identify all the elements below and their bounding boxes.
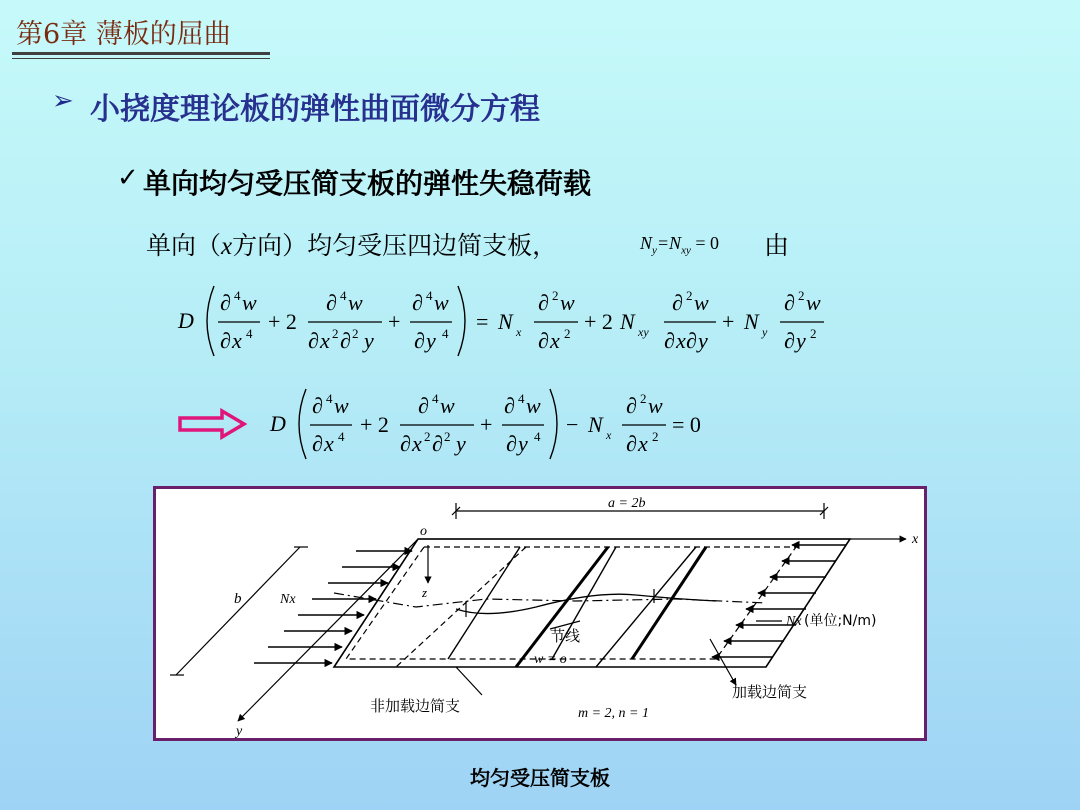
b-dimension-label: b [234,591,242,607]
svg-text:w: w [560,290,575,315]
svg-text:N: N [744,309,759,334]
svg-text:w: w [434,290,449,315]
svg-text:∂: ∂ [312,393,323,418]
implies-arrow-icon [178,408,248,444]
body-sentence [146,226,557,262]
y-axis-label: y [236,724,243,738]
right-load-arrows [712,545,846,657]
svg-text:4: 4 [246,326,253,341]
plate-buckling-figure [153,486,927,741]
svg-text:x: x [232,328,242,353]
svg-text:4: 4 [432,391,439,406]
svg-text:∂: ∂ [312,431,323,456]
svg-text:x: x [606,428,612,442]
plate-equation-uniaxial [262,385,722,471]
svg-text:x: x [516,325,522,339]
svg-text:4: 4 [338,429,345,444]
x-axis-label: x [912,532,919,547]
svg-text:N: N [498,309,513,334]
figure-caption: 均匀受压简支板 [470,766,610,790]
mode-label: m = 2, n = 1 [578,706,650,721]
svg-text:D: D [270,411,286,436]
svg-text:w: w [440,393,455,418]
svg-text:N: N [588,412,603,437]
y-axis [238,539,418,721]
svg-text:w: w [526,393,541,418]
svg-text:2: 2 [810,326,817,341]
svg-text:2: 2 [332,326,339,341]
svg-text:xy: xy [638,325,649,339]
svg-text:∂: ∂ [340,328,351,353]
origin-label: o [420,524,427,539]
svg-text:y: y [796,328,806,353]
arrow-bullet-icon: ➢ [52,86,74,116]
svg-text:2: 2 [652,429,659,444]
svg-text:w: w [242,290,257,315]
svg-text:∂: ∂ [220,290,231,315]
chapter-title: 第6章 薄板的屈曲 [16,19,231,50]
svg-text:−: − [566,412,579,437]
buckled-wave [456,594,716,613]
svg-text:x: x [638,431,648,456]
svg-text:x: x [550,328,560,353]
header-rule [12,52,270,55]
svg-text:∂: ∂ [626,431,637,456]
svg-text:4: 4 [326,391,333,406]
svg-text:x: x [320,328,330,353]
svg-text:∂: ∂ [686,328,697,353]
svg-text:x: x [412,431,422,456]
svg-text:∂: ∂ [626,393,637,418]
dim-a-label: a = 2b [608,496,646,511]
svg-text:y: y [364,328,374,353]
load-unit-label: (单位;N/m) [804,613,877,629]
load-label-left: Nx [280,592,296,607]
svg-text:4: 4 [234,288,241,303]
svg-text:y: y [426,328,436,353]
dimension-line-b [176,547,300,675]
svg-text:2: 2 [552,288,559,303]
svg-text:=: = [476,309,489,334]
svg-text:+: + [388,309,401,334]
svg-text:y: y [518,431,528,456]
left-load-arrows [254,551,412,663]
svg-text:∂: ∂ [412,290,423,315]
svg-text:x: x [324,431,334,456]
svg-text:∂: ∂ [784,290,795,315]
svg-text:4: 4 [518,391,525,406]
loaded-edge-label: 加载边简支 [732,683,808,701]
svg-text:∂: ∂ [538,290,549,315]
svg-text:2: 2 [424,429,431,444]
body-prefix: 单向（ [146,231,222,260]
z-axis-label: z [422,585,428,600]
svg-text:∂: ∂ [414,328,425,353]
svg-text:∂: ∂ [672,290,683,315]
svg-text:+: + [480,412,493,437]
svg-text:+ 2: + 2 [584,309,613,334]
svg-text:+ 2: + 2 [268,309,297,334]
checkmark-icon: ✓ [117,163,139,193]
svg-text:w: w [334,393,349,418]
svg-text:y: y [762,325,768,339]
svg-text:4: 4 [442,326,449,341]
svg-text:w: w [348,290,363,315]
body-suffix: 方向）均匀受压四边简支板， [232,231,558,260]
svg-text:∂: ∂ [418,393,429,418]
svg-text:∂: ∂ [664,328,675,353]
svg-text:∂: ∂ [326,290,337,315]
body-tail: 由 [764,231,790,260]
svg-text:∂: ∂ [400,431,411,456]
svg-text:∂: ∂ [506,431,517,456]
unloaded-edge-label: 非加载边简支 [370,697,461,715]
svg-text:y: y [456,431,466,456]
svg-text:2: 2 [798,288,805,303]
subsection-heading: 单向均匀受压简支板的弹性失稳荷载 [143,167,592,200]
svg-text:4: 4 [534,429,541,444]
svg-text:w: w [648,393,663,418]
section-heading: 小挠度理论板的弹性曲面微分方程 [90,92,540,127]
svg-text:∂: ∂ [432,431,443,456]
svg-text:∂: ∂ [784,328,795,353]
svg-text:∂: ∂ [504,393,515,418]
svg-text:+ 2: + 2 [360,412,389,437]
boundary-condition: $N_y=N_{xy} = 0$ [640,233,719,257]
svg-text:2: 2 [444,429,451,444]
svg-text:+: + [722,309,735,334]
svg-text:∂: ∂ [308,328,319,353]
svg-text:D: D [178,308,194,333]
svg-text:= 0: = 0 [672,412,701,437]
body-var-x: x [221,233,233,260]
svg-text:∂: ∂ [220,328,231,353]
svg-text:4: 4 [426,288,433,303]
svg-text:∂: ∂ [538,328,549,353]
plate-outline [334,539,850,667]
load-label-right: Nx [786,614,802,629]
plate-equation-general [170,280,840,366]
svg-text:x: x [676,328,686,353]
svg-text:y: y [698,328,708,353]
svg-text:N: N [620,309,635,334]
svg-text:2: 2 [352,326,359,341]
svg-text:w: w [806,290,821,315]
svg-text:2: 2 [564,326,571,341]
svg-text:4: 4 [340,288,347,303]
svg-text:w: w [694,290,709,315]
nodal-line-label: 节线 [550,627,581,645]
svg-text:2: 2 [686,288,693,303]
header-rule-thin [12,58,270,59]
svg-text:2: 2 [640,391,647,406]
nodal-w-label: w = o [534,652,567,667]
